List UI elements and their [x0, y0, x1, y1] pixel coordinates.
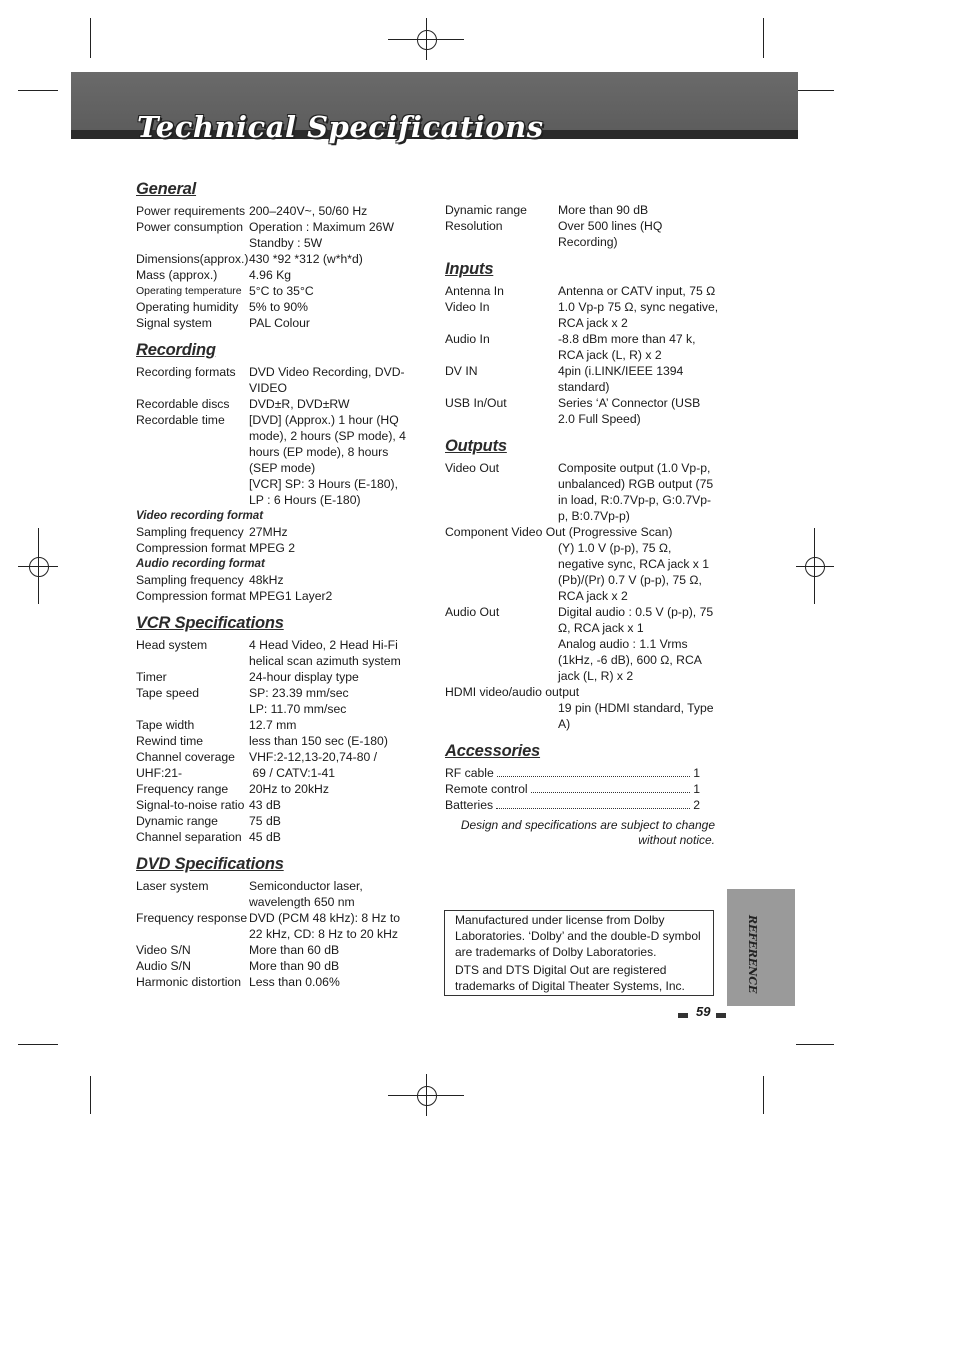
spec-row [445, 283, 720, 299]
spec-value: Over 500 lines (HQ Recording) [558, 219, 663, 249]
spec-row [136, 749, 416, 765]
spec-value: 200–240V~, 50/60 Hz [249, 204, 368, 218]
spec-value: 45 dB [249, 830, 281, 844]
spec-row [136, 267, 416, 283]
spec-value: 1.0 Vp-p 75 Ω, sync negative, RCA jack x 2 [558, 300, 719, 330]
accessory-qty: 2 [693, 798, 700, 812]
spec-label: Signal-to-noise ratio [136, 798, 245, 812]
spec-row [136, 765, 416, 781]
spec-label: Tape width [136, 718, 195, 732]
right-column [445, 202, 720, 813]
spec-row [445, 202, 720, 218]
spec-row [136, 283, 416, 299]
spec-label: Frequency range [136, 782, 229, 796]
spec-label: Recording formats [136, 365, 236, 379]
spec-row [136, 717, 416, 733]
section-title-outputs: Outputs [445, 437, 507, 455]
page-number-marker [678, 1013, 688, 1018]
list-item [445, 781, 700, 797]
spec-row [136, 813, 416, 829]
specification-notice: Design and specifications are subject to change without notice. [460, 818, 715, 847]
spec-row [136, 797, 416, 813]
spec-row [136, 588, 416, 604]
side-tab-label: REFERENCE [746, 915, 759, 994]
crop-mark [796, 1044, 834, 1045]
left-column [136, 180, 416, 990]
accessory-label: Batteries [445, 798, 494, 812]
general-spec-list [136, 203, 416, 331]
spec-label: Sampling frequency [136, 573, 244, 587]
spec-row [445, 524, 720, 540]
spec-value: 75 dB [249, 814, 281, 828]
section-title-general: General [136, 180, 197, 198]
spec-label: Timer [136, 670, 167, 684]
spec-value: 48kHz [249, 573, 284, 587]
spec-label: Dynamic range [445, 203, 527, 217]
spec-value: More than 60 dB [249, 943, 340, 957]
spec-value: 69 / CATV:1-41 [249, 766, 336, 780]
spec-value: 430 *92 *312 (w*h*d) [249, 252, 363, 266]
dolby-license-text: Manufactured under license from Dolby Laboratories. ‘Dolby’ and the double-D symbol are trademarks of Dolby Laboratories. [455, 913, 701, 959]
spec-value: 27MHz [249, 525, 288, 539]
spec-label: Operating humidity [136, 300, 239, 314]
spec-label [445, 540, 558, 604]
spec-value: 4pin (i.LINK/IEEE 1394 standard) [558, 364, 684, 394]
inputs-spec-list [445, 283, 720, 427]
spec-label-full: HDMI video/audio output [445, 685, 580, 699]
registration-mark-line [814, 528, 815, 604]
spec-value: SP: 23.39 mm/sec LP: 11.70 mm/sec [249, 686, 349, 716]
registration-mark [417, 30, 437, 50]
accessory-qty: 1 [693, 782, 700, 796]
dot-leader [497, 766, 690, 777]
spec-label: Video Out [445, 461, 499, 475]
spec-label: Compression format [136, 589, 246, 603]
spec-row [136, 572, 416, 588]
spec-label: Mass (approx.) [136, 268, 218, 282]
spec-value: DVD±R, DVD±RW [249, 397, 350, 411]
spec-label: Frequency response [136, 911, 248, 925]
spec-value: 24-hour display type [249, 670, 359, 684]
spec-row [445, 218, 720, 250]
spec-row [136, 910, 416, 942]
spec-value: 4 Head Video, 2 Head Hi-Fi helical scan azimuth system [249, 638, 401, 668]
page-title: Technical Specifications [137, 110, 544, 144]
spec-value: Semiconductor laser, wavelength 650 nm [249, 879, 363, 909]
spec-label [445, 700, 558, 732]
spec-row [445, 540, 720, 604]
spec-label: Channel separation [136, 830, 242, 844]
spec-value: Digital audio : 0.5 V (p-p), 75 Ω, RCA jack x 1 Analog audio : 1.1 Vrms (1kHz, -6 dB), 600 Ω, RCA jack (L, R) x 2 [558, 605, 714, 683]
spec-label: Audio S/N [136, 959, 191, 973]
spec-label: Laser system [136, 879, 209, 893]
spec-label: Dynamic range [136, 814, 218, 828]
spec-value: DVD Video Recording, DVD-VIDEO [249, 365, 405, 395]
spec-label: Antenna In [445, 284, 504, 298]
spec-row [136, 733, 416, 749]
spec-value: [DVD] (Approx.) 1 hour (HQ mode), 2 hours (SP mode), 4 hours (EP mode), 8 hours (SEP mode) [VCR] SP: 3 Hours (E-180), LP : 6 Hours (E-180) [249, 413, 406, 507]
spec-label: Resolution [445, 219, 503, 233]
outputs-spec-list [445, 460, 720, 732]
spec-label: Dimensions(approx.) [136, 252, 249, 266]
spec-row [136, 637, 416, 669]
spec-row [445, 363, 720, 395]
spec-value: (Progressive Scan) [565, 525, 673, 539]
crop-mark [18, 90, 58, 91]
spec-label: Harmonic distortion [136, 975, 241, 989]
spec-row [445, 299, 720, 331]
registration-mark-line [426, 18, 427, 60]
spec-value: VHF:2-12,13-20,74-80 / [249, 750, 378, 764]
spec-value: 5°C to 35°C [249, 284, 314, 298]
accessory-label: Remote control [445, 782, 528, 796]
spec-value: DVD (PCM 48 kHz): 8 Hz to 22 kHz, CD: 8 Hz to 20 kHz [249, 911, 401, 941]
section-title-recording: Recording [136, 341, 216, 359]
spec-label: DV IN [445, 364, 478, 378]
registration-mark [29, 557, 49, 577]
spec-label: Signal system [136, 316, 212, 330]
page-number: 59 [696, 1004, 711, 1019]
spec-row [136, 958, 416, 974]
registration-mark [805, 557, 825, 577]
crop-mark [90, 18, 91, 58]
spec-value: -8.8 dBm more than 47 k, RCA jack (L, R) x 2 [558, 332, 696, 362]
spec-row [136, 974, 416, 990]
registration-mark-line [38, 528, 39, 604]
spec-value: 19 pin (HDMI standard, Type A) [558, 701, 714, 731]
registration-mark [417, 1086, 437, 1106]
crop-mark [796, 90, 834, 91]
registration-mark-line [796, 566, 834, 567]
spec-value: More than 90 dB [558, 203, 649, 217]
spec-row [136, 251, 416, 267]
spec-label: Component Video Out [445, 525, 566, 539]
spec-row [136, 203, 416, 219]
spec-row [136, 540, 416, 556]
spec-label: Recordable discs [136, 397, 230, 411]
dot-leader [496, 798, 690, 809]
crop-mark [763, 18, 764, 58]
spec-label: Video In [445, 300, 490, 314]
recording-spec-list [136, 364, 416, 604]
spec-value: MPEG 2 [249, 541, 296, 555]
spec-row [136, 878, 416, 910]
vcr-spec-list [136, 637, 416, 845]
accessories-list [445, 765, 720, 813]
spec-value: 20Hz to 20kHz [249, 782, 329, 796]
spec-row [136, 299, 416, 315]
spec-row [445, 604, 720, 684]
section-title-dvd: DVD Specifications [136, 855, 284, 873]
spec-value: Less than 0.06% [249, 975, 340, 989]
dvd-spec-list-continued [445, 202, 720, 250]
spec-label: UHF:21- [136, 766, 183, 780]
spec-row [136, 942, 416, 958]
spec-value: 12.7 mm [249, 718, 297, 732]
spec-label: Audio Out [445, 605, 500, 619]
spec-label: Power requirements [136, 204, 246, 218]
spec-label: Video S/N [136, 943, 191, 957]
spec-value: 43 dB [249, 798, 281, 812]
dts-license-text: DTS and DTS Digital Out are registered trademarks of Digital Theater Systems, Inc. [455, 963, 685, 993]
spec-row [136, 315, 416, 331]
spec-label: Recordable time [136, 413, 225, 427]
spec-row [445, 331, 720, 363]
page-number-marker [716, 1013, 726, 1018]
spec-value: 5% to 90% [249, 300, 308, 314]
list-item [445, 765, 700, 781]
section-title-vcr: VCR Specifications [136, 614, 284, 632]
spec-label: Audio In [445, 332, 490, 346]
spec-value: More than 90 dB [249, 959, 340, 973]
spec-row [136, 781, 416, 797]
spec-value: Antenna or CATV input, 75 Ω [558, 284, 716, 298]
registration-mark-line [426, 1074, 427, 1116]
spec-label: Head system [136, 638, 208, 652]
accessory-label: RF cable [445, 766, 494, 780]
spec-row [445, 700, 720, 732]
spec-row [136, 829, 416, 845]
spec-row [445, 460, 720, 524]
license-box [444, 910, 714, 996]
crop-mark [90, 1076, 91, 1114]
spec-row [136, 685, 416, 717]
crop-mark [763, 1076, 764, 1114]
spec-row [136, 412, 416, 508]
dot-leader [531, 782, 691, 793]
spec-value: PAL Colour [249, 316, 310, 330]
spec-row [136, 396, 416, 412]
spec-row [445, 395, 720, 427]
spec-row [136, 524, 416, 540]
list-item [445, 797, 700, 813]
spec-value: Composite output (1.0 Vp-p, unbalanced) RGB output (75 in load, R:0.7Vp-p, G:0.7Vp-p, B:0.7Vp-p) [558, 461, 714, 523]
section-title-accessories: Accessories [445, 742, 541, 760]
spec-label: USB In/Out [445, 396, 507, 410]
spec-label: Operating temperature [136, 285, 242, 297]
spec-value: Operation : Maximum 26W Standby : 5W [249, 220, 394, 250]
spec-label: Power consumption [136, 220, 244, 234]
section-title-inputs: Inputs [445, 260, 494, 278]
spec-label: Rewind time [136, 734, 204, 748]
spec-value: less than 150 sec (E-180) [249, 734, 388, 748]
spec-row [136, 219, 416, 251]
spec-value: Series ‘A’ Connector (USB 2.0 Full Speed) [558, 396, 701, 426]
spec-value: (Y) 1.0 V (p-p), 75 Ω, negative sync, RCA jack x 1 (Pb)/(Pr) 0.7 V (p-p), 75 Ω, RCA jack x 2 [558, 541, 710, 603]
video-format-subheading: Video recording format [136, 509, 264, 522]
spec-value: MPEG1 Layer2 [249, 589, 333, 603]
dvd-spec-list [136, 878, 416, 990]
spec-label: Compression format [136, 541, 246, 555]
crop-mark [18, 1044, 58, 1045]
spec-row [136, 364, 416, 396]
spec-label: Sampling frequency [136, 525, 244, 539]
audio-format-subheading: Audio recording format [136, 557, 265, 570]
spec-label: Channel coverage [136, 750, 235, 764]
spec-value: 4.96 Kg [249, 268, 292, 282]
spec-row [136, 669, 416, 685]
accessory-qty: 1 [693, 766, 700, 780]
spec-label: Tape speed [136, 686, 200, 700]
